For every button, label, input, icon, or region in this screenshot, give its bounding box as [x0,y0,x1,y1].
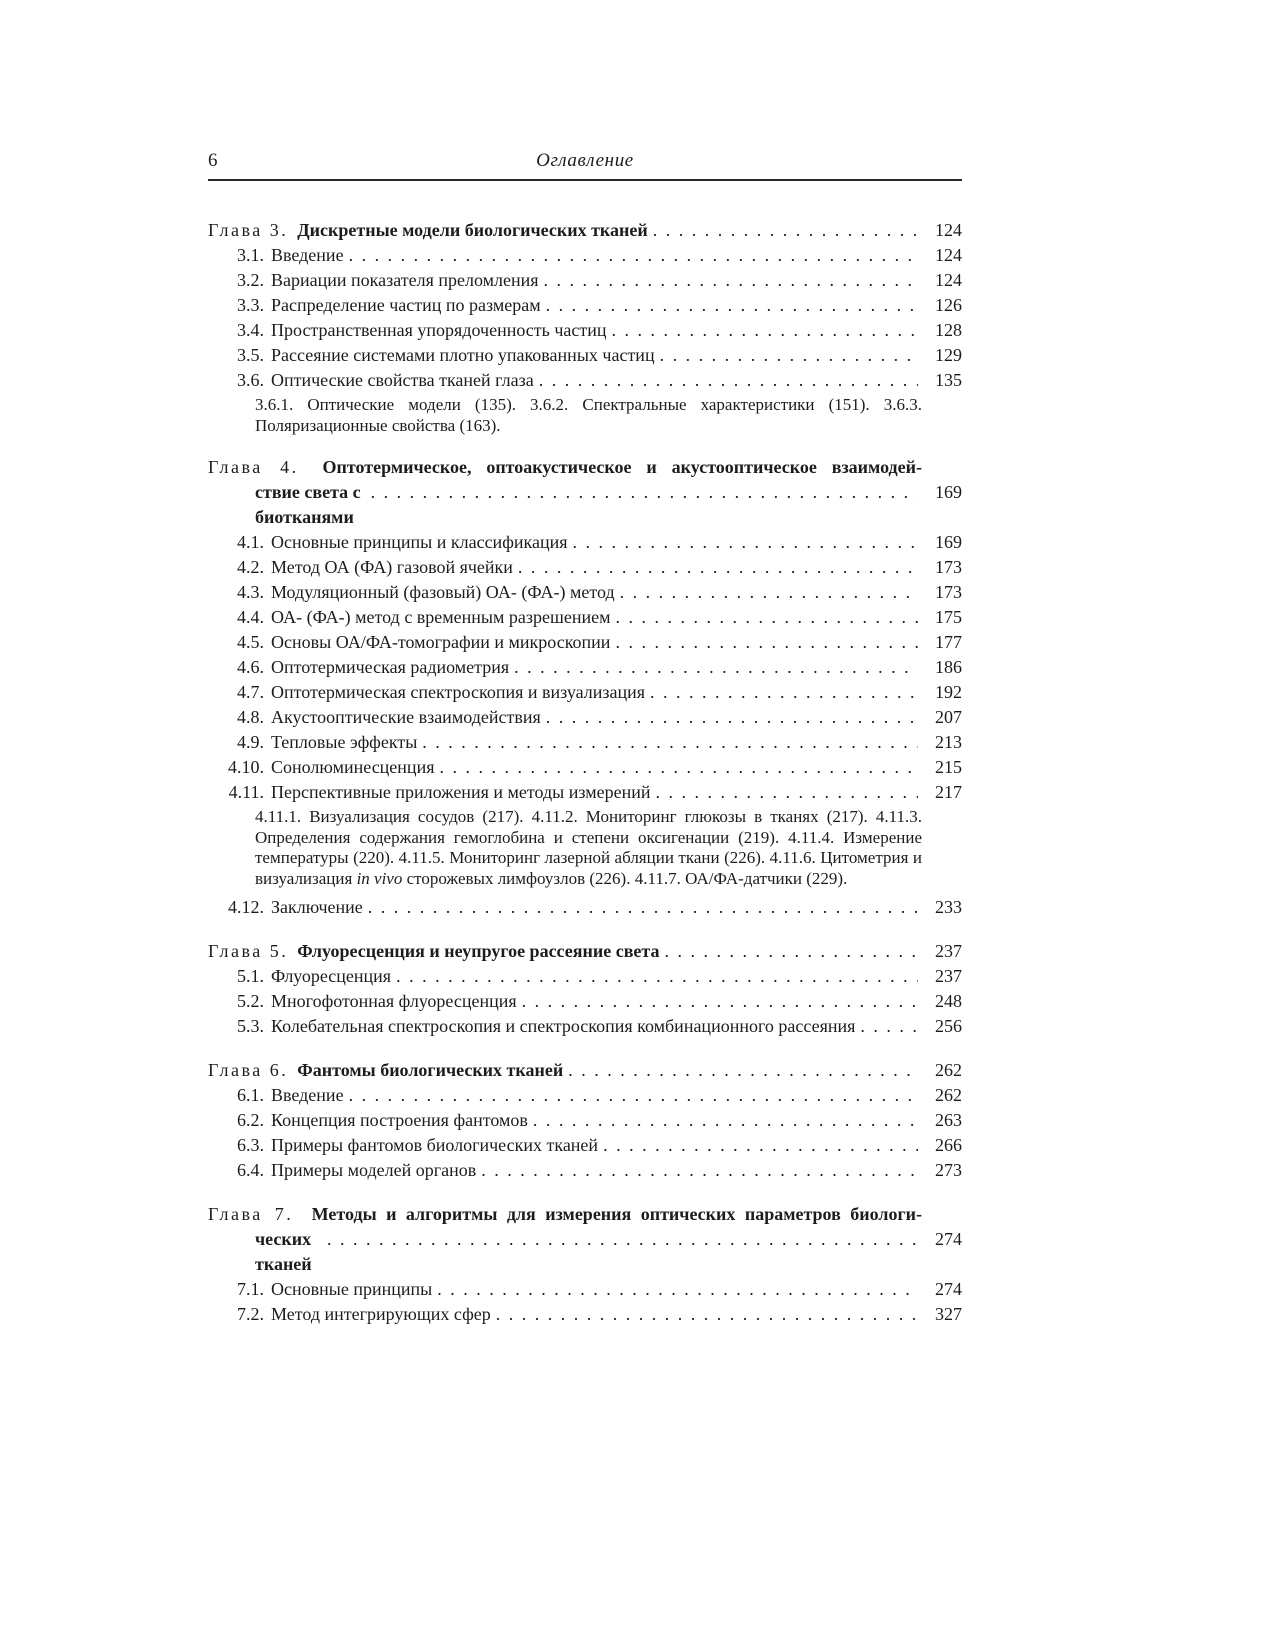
toc-list [208,218,962,1327]
dot-leader [371,480,918,505]
entry-page-number: 124 [935,270,962,290]
entry-number: Глава 5. [208,941,289,961]
dot-leader [650,680,918,705]
entry-title: Основы ОА/ФА-томографии и микроскопии [271,632,611,652]
toc-section-entry [208,1133,962,1158]
entry-page-number: 274 [935,1229,962,1249]
entry-page-number: 263 [935,1110,962,1130]
entry-title: Фантомы биологических тканей [297,1060,564,1080]
dot-leader [546,705,918,730]
page-number: 6 [208,150,218,171]
entry-title: Флуоресценция [271,966,392,986]
dot-leader [518,555,918,580]
entry-title: Заключение [271,897,363,917]
entry-page-number: 192 [935,682,962,702]
toc-section-entry [208,293,962,318]
dot-leader [603,1133,918,1158]
dot-leader [615,630,918,655]
dot-leader [349,243,918,268]
dot-leader [573,530,919,555]
entry-number: Глава 7. [208,1204,294,1224]
entry-number: 4.4. [237,607,264,627]
entry-title: Распределение частиц по размерам [271,295,541,315]
entry-title: Вариации показателя преломления [271,270,539,290]
entry-title: Примеры фантомов биологических тканей [271,1135,599,1155]
chapter-title-line1 [208,455,962,480]
dot-leader [422,730,918,755]
entry-number: 4.9. [237,732,264,752]
entry-page-number: 237 [935,941,962,961]
entry-number: 3.1. [237,245,264,265]
entry-page-number: 262 [935,1060,962,1080]
entry-number: 4.5. [237,632,264,652]
dot-leader [660,343,918,368]
entry-title: Оптические свойства тканей глаза [271,370,534,390]
entry-title: Модуляционный (фазовый) ОА- (ФА-) метод [271,582,615,602]
note-text: сторожевых лимфоузлов (226). 4.11.7. ОА/ФА-датчики (229). [402,868,848,888]
note-text: 4.11.1. Визуализация сосудов (217). 4.11.2. Мониторинг глюкозы в тканях (217). 4.11.3. Определения содержания гемоглобина и степени оксигенации (219). 4.11.4. Измерение температуры (220). 4.11.5. Мониторинг лазерной абляции ткани (226). 4.11.6. Цитометрия и визуализация [255,807,922,888]
entry-number: Глава 4. [208,457,299,477]
dot-leader [568,1058,918,1083]
toc-section-entry [208,1083,962,1108]
toc-section-entry [208,755,962,780]
entry-number: 5.3. [237,1016,264,1036]
dot-leader [481,1158,918,1183]
dot-leader [620,580,918,605]
entry-title: Многофотонная флуоресценция [271,991,517,1011]
entry-title: Пространственная упорядоченность частиц [271,320,607,340]
entry-number: 4.10. [228,757,264,777]
entry-title: Сонолюминесценция [271,757,435,777]
toc-section-entry [208,680,962,705]
toc-section-entry [208,705,962,730]
note-text: 3.6.1. Оптические модели (135). 3.6.2. Спектральные характеристики (151). 3.6.3. Поляризационные свойства (163). [255,395,922,435]
toc-section-entry [208,368,962,393]
toc-section-entry [208,343,962,368]
entry-page-number: 237 [935,966,962,986]
entry-page-number: 274 [935,1279,962,1299]
entry-number: 7.1. [237,1279,264,1299]
entry-number: 4.6. [237,657,264,677]
dot-leader [349,1083,918,1108]
entry-page-number: 169 [935,482,962,502]
entry-page-number: 215 [935,757,962,777]
page-content [208,150,962,1327]
toc-section-entry [208,780,962,805]
toc-section-entry [208,318,962,343]
entry-page-number: 128 [935,320,962,340]
entry-title: ОА- (ФА-) метод с временным разрешением [271,607,611,627]
toc-section-entry [208,555,962,580]
entry-title: Колебательная спектроскопия и спектроскопия комбинационного рассеяния [271,1016,856,1036]
entry-title: Дискретные модели биологических тканей [297,220,648,240]
entry-page-number: 124 [935,245,962,265]
dot-leader [396,964,918,989]
entry-number: 3.5. [237,345,264,365]
entry-title: Оптотермическое, оптоакустическое и акустооптическое взаимодей- [322,457,923,477]
entry-number: 6.3. [237,1135,264,1155]
toc-section-entry [208,243,962,268]
entry-page-number: 124 [935,220,962,240]
dot-leader [533,1108,918,1133]
entry-number: Глава 6. [208,1060,289,1080]
entry-page-number: 126 [935,295,962,315]
entry-page-number: 266 [935,1135,962,1155]
entry-number: 4.1. [237,532,264,552]
entry-page-number: 135 [935,370,962,390]
entry-title: Оптотермическая спектроскопия и визуализация [271,682,646,702]
entry-page-number: 233 [935,897,962,917]
dot-leader [616,605,918,630]
toc-chapter-entry [208,1202,962,1277]
entry-title: Рассеяние системами плотно упакованных частиц [271,345,655,365]
dot-leader [656,780,919,805]
entry-page-number: 207 [935,707,962,727]
entry-title: Акустооптические взаимодействия [271,707,541,727]
entry-page-number: 173 [935,582,962,602]
entry-page-number: 256 [935,1016,962,1036]
toc-section-entry [208,580,962,605]
entry-title-continued: ствие света с биотканями [255,482,361,527]
entry-number: 6.4. [237,1160,264,1180]
entry-page-number: 129 [935,345,962,365]
toc-section-entry [208,655,962,680]
running-header [208,150,962,181]
dot-leader [514,655,918,680]
entry-number: 4.3. [237,582,264,602]
entry-number: 4.8. [237,707,264,727]
entry-title: Тепловые эффекты [271,732,418,752]
toc-section-entry [208,268,962,293]
entry-title: Примеры моделей органов [271,1160,477,1180]
toc-section-entry [208,895,962,920]
entry-number: Глава 3. [208,220,289,240]
running-title: Оглавление [536,150,634,171]
toc-section-entry [208,1277,962,1302]
entry-page-number: 327 [935,1304,962,1324]
entry-page-number: 173 [935,557,962,577]
entry-title: Метод ОА (ФА) газовой ячейки [271,557,513,577]
entry-page-number: 177 [935,632,962,652]
note-text-italic: in vivo [356,868,403,888]
entry-number: 3.4. [237,320,264,340]
entry-number: 4.12. [228,897,264,917]
entry-title: Метод интегрирующих сфер [271,1304,491,1324]
entry-number: 6.1. [237,1085,264,1105]
toc-section-entry [208,1158,962,1183]
dot-leader [860,1014,918,1039]
dot-leader [544,268,918,293]
toc-subsection-note [208,395,962,436]
entry-number: 7.2. [237,1304,264,1324]
toc-section-entry [208,989,962,1014]
dot-leader [327,1227,918,1252]
entry-number: 5.1. [237,966,264,986]
toc-section-entry [208,605,962,630]
toc-section-entry [208,1302,962,1327]
entry-page-number: 213 [935,732,962,752]
entry-title: Оптотермическая радиометрия [271,657,510,677]
entry-page-number: 273 [935,1160,962,1180]
entry-number: 3.3. [237,295,264,315]
entry-title: Методы и алгоритмы для измерения оптических параметров биологи- [311,1204,923,1224]
toc-section-entry [208,530,962,555]
dot-leader [522,989,918,1014]
toc-section-entry [208,964,962,989]
toc-subsection-note [208,807,962,889]
toc-chapter-entry [208,455,962,530]
dot-leader [546,293,918,318]
chapter-title-line2 [208,480,962,530]
entry-number: 6.2. [237,1110,264,1130]
entry-title: Концепция построения фантомов [271,1110,528,1130]
entry-title: Основные принципы [271,1279,433,1299]
toc-chapter-entry [208,1058,962,1083]
entry-page-number: 217 [935,782,962,802]
entry-number: 5.2. [237,991,264,1011]
dot-leader [439,755,918,780]
entry-page-number: 169 [935,532,962,552]
entry-title-continued: ческих тканей [255,1229,312,1274]
entry-number: 4.11. [228,782,264,802]
dot-leader [437,1277,918,1302]
entry-number: 3.2. [237,270,264,290]
dot-leader [539,368,918,393]
chapter-title-line1 [208,1202,962,1227]
entry-number: 4.7. [237,682,264,702]
toc-section-entry [208,1014,962,1039]
entry-title: Перспективные приложения и методы измерений [271,782,651,802]
entry-title: Основные принципы и классификация [271,532,568,552]
toc-section-entry [208,1108,962,1133]
toc-chapter-entry [208,218,962,243]
toc-section-entry [208,630,962,655]
dot-leader [665,939,919,964]
entry-title: Введение [271,245,344,265]
entry-title: Введение [271,1085,344,1105]
entry-title: Флуоресценция и неупругое рассеяние света [297,941,660,961]
entry-page-number: 186 [935,657,962,677]
toc-section-entry [208,730,962,755]
entry-page-number: 248 [935,991,962,1011]
dot-leader [496,1302,918,1327]
chapter-title-line2 [208,1227,962,1277]
dot-leader [612,318,918,343]
entry-number: 4.2. [237,557,264,577]
entry-number: 3.6. [237,370,264,390]
dot-leader [368,895,918,920]
dot-leader [653,218,918,243]
entry-page-number: 175 [935,607,962,627]
toc-chapter-entry [208,939,962,964]
entry-page-number: 262 [935,1085,962,1105]
